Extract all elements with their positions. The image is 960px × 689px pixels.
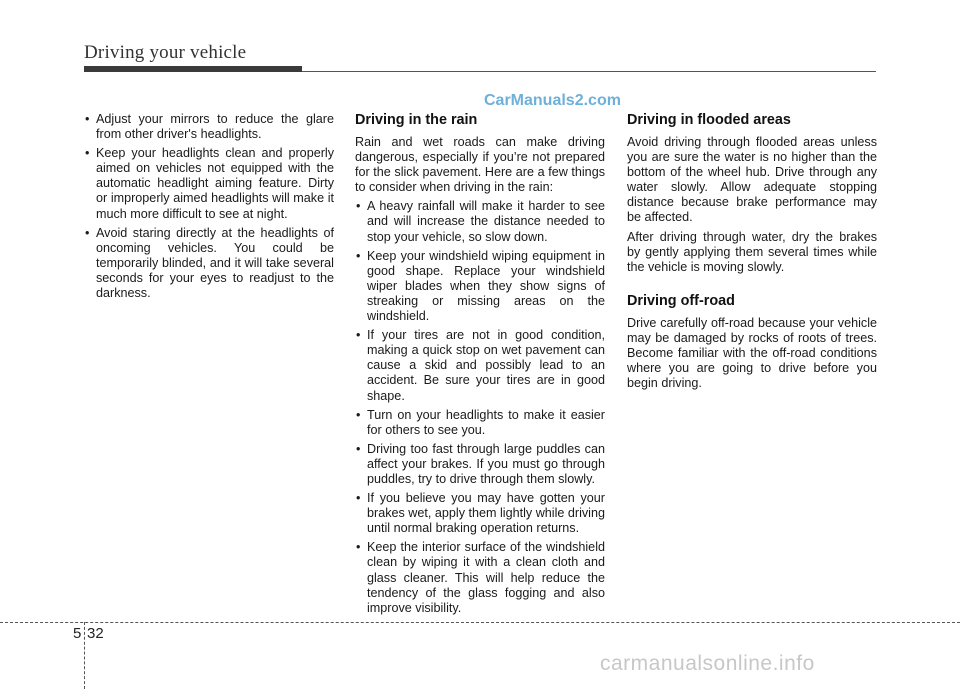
offroad-paragraph: Drive carefully off-road because your vehicle may be damaged by rocks of roots of trees. Become familiar with the off-road conditions where you are going to drive before you begin driving.	[627, 315, 877, 391]
list-item: • Keep your windshield wiping equipment in good shape. Replace your windshield wiper blades when they show signs of streaking or missing areas on the windshield.	[355, 249, 605, 324]
list-item: • Turn on your headlights to make it easier for others to see you.	[355, 408, 605, 438]
list-item: • A heavy rainfall will make it harder to see and will increase the distance needed to stop your vehicle, so slow down.	[355, 199, 605, 244]
list-item: • Avoid staring directly at the headlights of oncoming vehicles. You could be temporarily blinded, and it will take several seconds for your eyes to readjust to the darkness.	[84, 226, 334, 301]
footer-divider	[0, 622, 960, 623]
watermark-link[interactable]: CarManuals2.com	[484, 92, 621, 109]
header-rule-thick	[84, 66, 302, 72]
flooded-paragraph-1: Avoid driving through flooded areas unless you are sure the water is no higher than the bottom of the wheel hub. Drive through any water slowly. Allow adequate stopping distance because brake performance may be affected.	[627, 135, 877, 225]
list-item: • If your tires are not in good condition, making a quick stop on wet pavement can cause a skid and possibly lead to an accident. Be sure your tires are in good shape.	[355, 328, 605, 403]
footer-site-watermark: carmanualsonline.info	[600, 652, 815, 675]
list-item: • Adjust your mirrors to reduce the glare from other driver's headlights.	[84, 112, 334, 142]
column-rain	[355, 112, 605, 620]
flooded-paragraph-2: After driving through water, dry the brakes by gently applying them several times while the vehicle is moving slowly.	[627, 229, 877, 274]
rain-tips-list	[355, 199, 605, 615]
column-flooded-offroad	[627, 112, 877, 395]
section-heading-offroad: Driving off-road	[627, 292, 735, 309]
list-item: • If you believe you may have gotten your brakes wet, apply them lightly while driving until normal braking operation returns.	[355, 491, 605, 536]
section-heading-flooded: Driving in flooded areas	[627, 112, 791, 128]
page-header-title: Driving your vehicle	[84, 42, 247, 63]
column-headlights	[84, 112, 334, 305]
chapter-number: 5	[73, 625, 82, 642]
list-item: • Keep your headlights clean and properly aimed on vehicles not equipped with the automatic headlight aiming feature. Dirty or improperly aimed headlights will make it much more difficult to see at night.	[84, 146, 334, 221]
list-item: • Keep the interior surface of the windshield clean by wiping it with a clean cloth and glass cleaner. This will help reduce the tendency of the glass fogging and also improve visibility.	[355, 540, 605, 615]
rain-intro-paragraph: Rain and wet roads can make driving dangerous, especially if you’re not prepared for the slick pavement. Here are a few things to consider when driving in the rain:	[355, 135, 605, 195]
headlight-tips-list	[84, 112, 334, 301]
page-number: 32	[87, 625, 104, 642]
header-rule-thin	[302, 71, 876, 72]
section-heading-rain: Driving in the rain	[355, 112, 478, 128]
footer-vertical-divider	[84, 622, 85, 689]
list-item: • Driving too fast through large puddles can affect your brakes. If you must go through puddles, try to drive through them slowly.	[355, 442, 605, 487]
